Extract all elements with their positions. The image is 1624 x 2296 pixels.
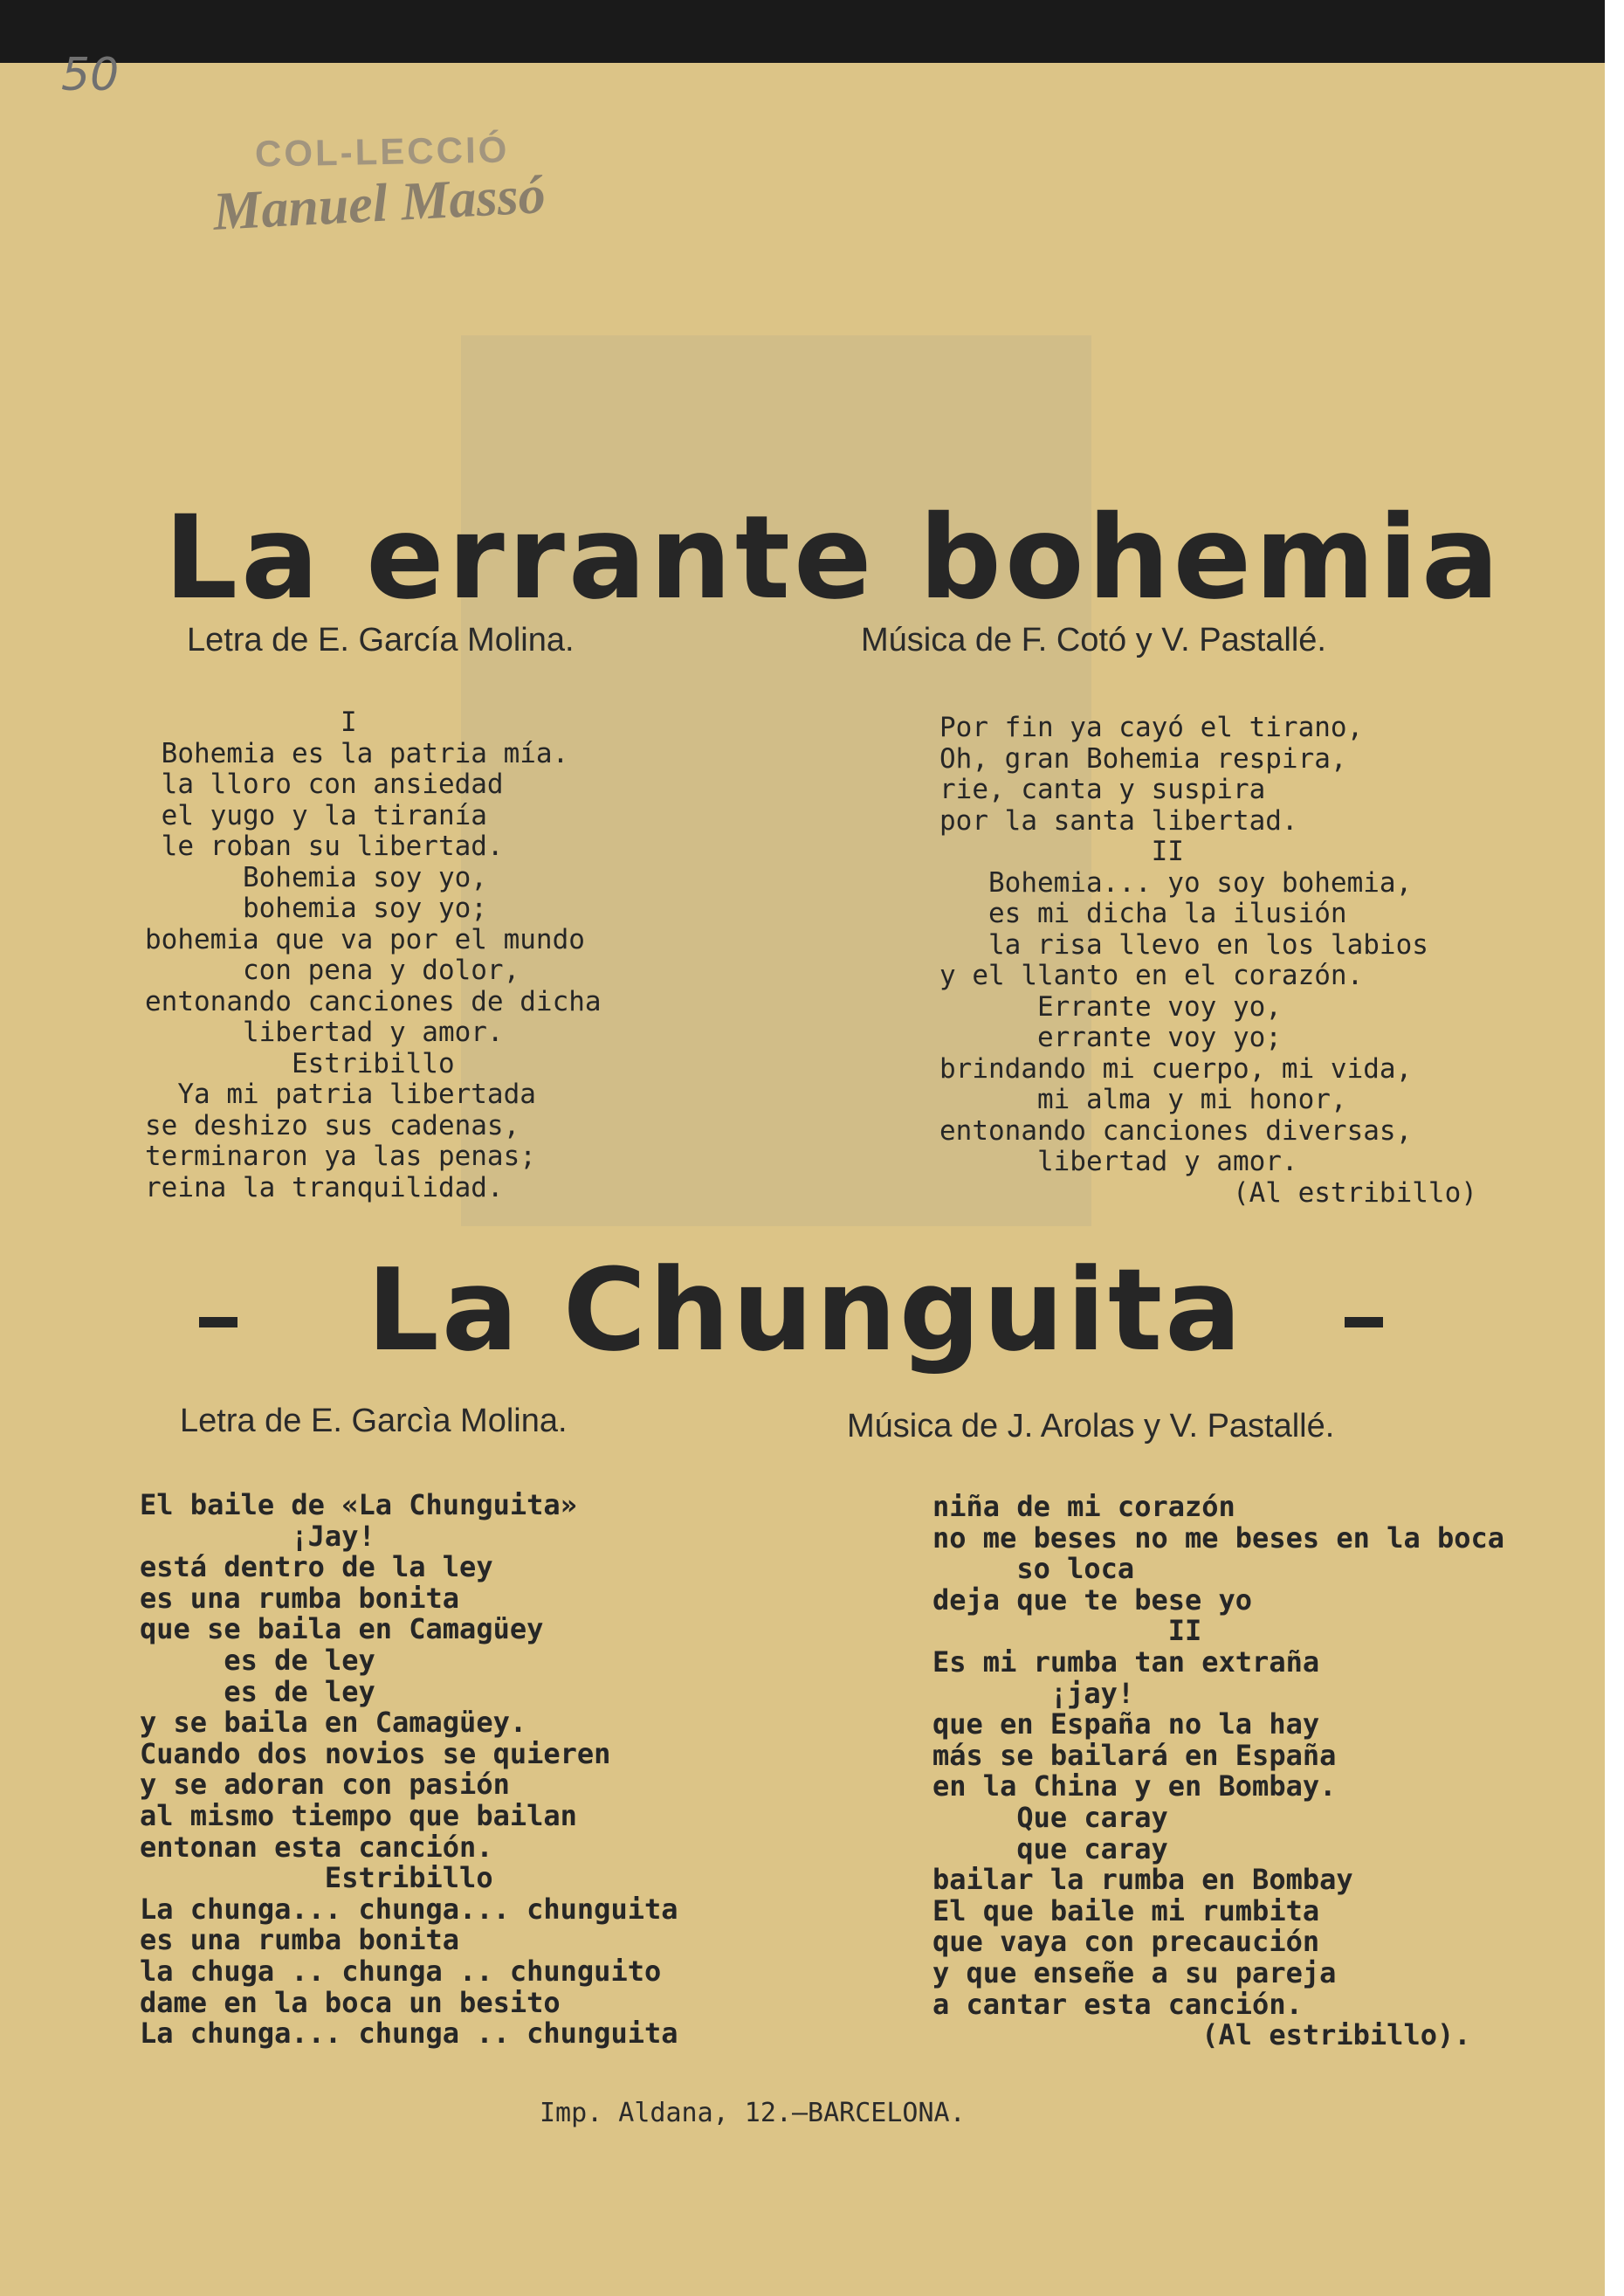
song2-verse-left: [140, 1490, 678, 2050]
verse-line: brindando mi cuerpo, mi vida,: [939, 1052, 1413, 1085]
page-number: 50: [61, 49, 120, 101]
verse-line: Es mi rumba tan extraña: [932, 1644, 1320, 1679]
verse-line: en la China y en Bombay.: [932, 1769, 1337, 1803]
song2-verse-right: [932, 1492, 1504, 2051]
verse-line: que se baila en Camagüey: [140, 1612, 544, 1646]
verse-line: (Al estribillo): [939, 1176, 1477, 1209]
verse-line: Estribillo: [140, 1861, 493, 1895]
verse-line: deja que te bese yo: [932, 1582, 1253, 1617]
verse-line: es de ley: [140, 1643, 375, 1677]
verse-line: al mismo tiempo que bailan: [140, 1798, 577, 1832]
verse-line: entonan esta canción.: [140, 1830, 493, 1864]
verse-line: La chunga... chunga .. chunguita: [140, 2017, 678, 2051]
collection-stamp-signature: Manuel Massó: [211, 165, 547, 242]
verse-line: libertad y amor.: [145, 1017, 504, 1048]
verse-line: II: [932, 1614, 1202, 1648]
verse-line: por la santa libertad.: [939, 804, 1298, 837]
verse-line: reina la tranquilidad.: [145, 1171, 504, 1203]
title-dash-left: [199, 1317, 237, 1327]
song1-verse-right: [939, 713, 1477, 1209]
verse-line: que caray: [932, 1831, 1168, 1865]
verse-line: niña de mi corazón: [932, 1490, 1235, 1523]
song1-title: La errante bohemia: [164, 491, 1504, 625]
printer-imprint: Imp. Aldana, 12.—BARCELONA.: [540, 2098, 966, 2128]
collection-stamp-line1: COL-LECCIÓ: [254, 128, 510, 175]
verse-line: Bohemia soy yo,: [145, 861, 487, 893]
verse-line: es una rumba bonita: [140, 1923, 460, 1957]
verse-line: Ya mi patria libertada: [145, 1079, 536, 1110]
verse-line: Que caray: [932, 1800, 1168, 1834]
song2-title: La Chunguita: [367, 1244, 1244, 1376]
verse-line: entonando canciones diversas,: [939, 1114, 1413, 1147]
verse-line: Cuando dos novios se quieren: [140, 1736, 611, 1770]
verse-line: so loca: [932, 1552, 1135, 1586]
verse-line: mi alma y mi honor,: [939, 1084, 1347, 1115]
verse-line: II: [939, 836, 1184, 867]
verse-line: ¡jay!: [932, 1676, 1135, 1710]
song1-lyricist: Letra de E. García Molina.: [187, 622, 575, 658]
verse-line: es de ley: [140, 1674, 375, 1708]
verse-line: Estribillo: [145, 1047, 455, 1079]
verse-line: rie, canta y suspira: [939, 774, 1266, 805]
verse-line: es una rumba bonita: [140, 1581, 460, 1615]
verse-line: le roban su libertad.: [145, 831, 504, 862]
song2-lyricist: Letra de E. Garcìa Molina.: [180, 1403, 568, 1439]
verse-line: la lloro con ansiedad: [145, 769, 504, 800]
verse-line: terminaron ya las penas;: [145, 1141, 536, 1172]
verse-line: la chuga .. chunga .. chunguito: [140, 1954, 662, 1988]
verse-line: I: [145, 707, 357, 738]
title-dash-right: [1345, 1317, 1383, 1327]
verse-line: a cantar esta canción.: [932, 1987, 1303, 2021]
verse-line: entonando canciones de dicha: [145, 985, 602, 1017]
verse-line: bohemia que va por el mundo: [145, 923, 585, 955]
verse-line: La chunga... chunga... chunguita: [140, 1892, 678, 1926]
verse-line: ¡Jay!: [140, 1519, 375, 1553]
verse-line: el yugo y la tiranía: [145, 799, 487, 831]
song1-verse-left: [145, 707, 602, 1203]
verse-line: y se baila en Camagüey.: [140, 1706, 527, 1740]
verse-line: libertad y amor.: [939, 1146, 1298, 1177]
verse-line: más se bailará en España: [932, 1738, 1337, 1772]
verse-line: El baile de «La Chunguita»: [140, 1488, 577, 1521]
verse-line: está dentro de la ley: [140, 1550, 493, 1584]
verse-line: Bohemia es la patria mía.: [145, 737, 569, 769]
verse-line: se deshizo sus cadenas,: [145, 1109, 520, 1141]
verse-line: (Al estribillo).: [932, 2018, 1471, 2052]
verse-line: y que enseñe a su pareja: [932, 1955, 1337, 1989]
verse-line: que en España no la hay: [932, 1707, 1320, 1741]
verse-line: no me beses no me beses en la boca: [932, 1520, 1505, 1555]
verse-line: y el llanto en el corazón.: [939, 960, 1364, 991]
verse-line: Bohemia... yo soy bohemia,: [939, 866, 1413, 899]
verse-line: es mi dicha la ilusión: [939, 898, 1347, 929]
verse-line: Errante voy yo,: [939, 990, 1282, 1023]
verse-line: El que baile mi rumbita: [932, 1893, 1320, 1927]
verse-line: la risa llevo en los labios: [939, 928, 1428, 961]
verse-line: con pena y dolor,: [145, 955, 520, 986]
verse-line: bailar la rumba en Bombay: [932, 1863, 1353, 1897]
verse-line: dame en la boca un besito: [140, 1985, 561, 2019]
verse-line: Oh, gran Bohemia respira,: [939, 742, 1347, 775]
verse-line: bohemia soy yo;: [145, 893, 487, 924]
verse-line: Por fin ya cayó el tirano,: [939, 712, 1364, 743]
verse-line: que vaya con precaución: [932, 1925, 1320, 1959]
verse-line: errante voy yo;: [939, 1022, 1282, 1053]
song1-composer: Música de F. Cotó y V. Pastallé.: [861, 622, 1326, 658]
scan-right-margin: [1605, 0, 1624, 2296]
song2-composer: Música de J. Arolas y V. Pastallé.: [847, 1408, 1335, 1444]
verse-line: y se adoran con pasión: [140, 1768, 510, 1802]
